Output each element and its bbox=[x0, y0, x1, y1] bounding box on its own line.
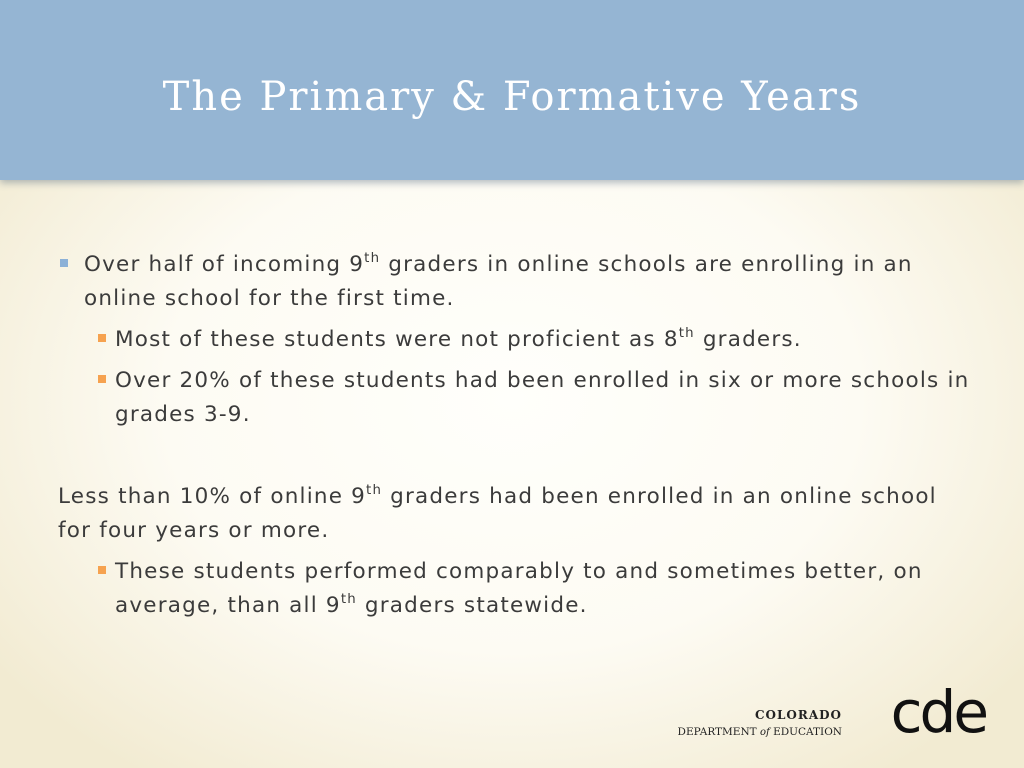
cde-logo bbox=[677, 678, 992, 750]
logo-colorado-text: COLORADO bbox=[754, 708, 842, 722]
sub-bullet-text: These students performed comparably to and sometimes better, on average, than all 9th graders statewide. bbox=[115, 559, 923, 618]
bullet-text: Over half of incoming 9th graders in online schools are enrolling in an online school for the first time. bbox=[84, 250, 913, 311]
square-bullet-icon bbox=[98, 375, 106, 383]
sub-bullet-item bbox=[58, 555, 978, 623]
slide-title: The Primary & Formative Years bbox=[162, 74, 862, 120]
title-banner bbox=[0, 0, 1024, 180]
square-bullet-icon bbox=[98, 334, 106, 342]
sub-bullet-item bbox=[58, 323, 978, 357]
logo-department-text: DEPARTMENT of EDUCATION bbox=[677, 726, 842, 738]
square-bullet-icon bbox=[98, 566, 106, 574]
slide-body bbox=[58, 248, 978, 623]
sub-bullet-text: Most of these students were not proficient as 8th graders. bbox=[115, 325, 802, 352]
logo-cde-mark: cde bbox=[890, 678, 986, 746]
body-paragraph: Less than 10% of online 9th graders had been enrolled in an online school for four years or more. bbox=[58, 482, 937, 543]
sub-bullet-text: Over 20% of these students had been enrolled in six or more schools in grades 3-9. bbox=[115, 368, 970, 427]
bullet-item bbox=[58, 248, 978, 316]
sub-bullet-item bbox=[58, 364, 978, 432]
square-bullet-icon bbox=[60, 259, 68, 267]
